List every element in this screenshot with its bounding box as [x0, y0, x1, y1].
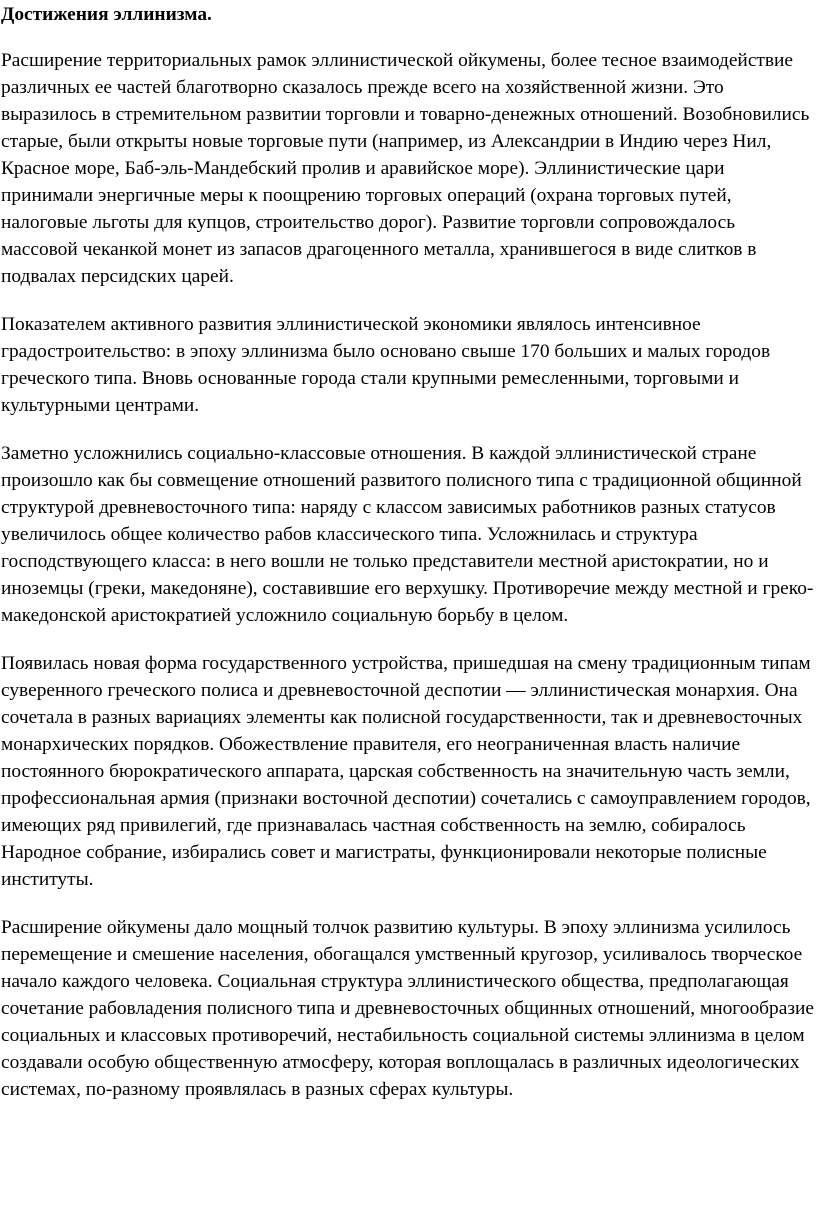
paragraph-monarchy: Появилась новая форма государственного устройства, пришедшая на смену традиционным типам суверенного греческого полиса и древневосточной деспотии — эллинистическая монархия. Она сочетала в разных вариациях элементы как полисной государственности, так и древневосточных монархических порядков. Обожествление правителя, его неограниченная власть наличие постоянного бюрократического аппарата, царская собственность на значительную часть земли, профессиональная армия (признаки восточной деспотии) сочетались с самоуправлением городов, имеющих ряд привилегий, где признавалась частная собственность на землю, собиралось Народное собрание, избирались совет и магистраты, функционировали некоторые полисные институты.	[1, 653, 811, 890]
paragraph-social-relations: Заметно усложнились социально-классовые отношения. В каждой эллинистической стране произошло как бы совмещение отношений развитого полисного типа с традиционной общинной структурой древневосточного типа: наряду с классом зависимых работников разных статусов увеличилось общее количество рабов классического типа. Усложнилась и структура господствующего класса: в него вошли не только представители местной аристократии, но и иноземцы (греки, македоняне), составившие его верхушку. Противоречие между местной и греко-македонской аристократией усложнило социальную борьбу в целом.	[1, 443, 814, 626]
paragraph-trade: Расширение территориальных рамок эллинистической ойкумены, более тесное взаимодействие различных ее частей благотворно сказалось прежде всего на хозяйственной жизни. Это выразилось в стремительном развитии торговли и товарно-денежных отношений. Возобновились старые, были открыты новые торговые пути (например, из Александрии в Индию через Нил, Красное море, Баб-эль-Мандебский пролив и аравийское море). Эллинистические цари принимали энергичные меры к поощрению торговых операций (охрана торговых путей, налоговые льготы для купцов, строительство дорог). Развитие торговли сопровождалось массовой чеканкой монет из запасов драгоценного металла, хранившегося в виде слитков в подвалах персидских царей.	[1, 50, 810, 287]
paragraph-culture: Расширение ойкумены дало мощный толчок развитию культуры. В эпоху эллинизма усилилось перемещение и смешение населения, обогащался умственный кругозор, усиливалось творческое начало каждого человека. Социальная структура эллинистического общества, предполагающая сочетание рабовладения полисного типа и древневосточных общинных отношений, многообразие социальных и классовых противоречий, нестабильность социальной системы эллинизма в целом создавали особую общественную атмосферу, которая воплощалась в различных идеологических системах, по-разному проявлялась в разных сферах культуры.	[1, 917, 814, 1100]
document-title: Достижения эллинизма.	[1, 4, 212, 25]
paragraph-urban-planning: Показателем активного развития эллинистической экономики являлось интенсивное градостроительство: в эпоху эллинизма было основано свыше 170 больших и малых городов греческого типа. Вновь основанные города стали крупными ремесленными, торговыми и культурными центрами.	[1, 314, 771, 416]
